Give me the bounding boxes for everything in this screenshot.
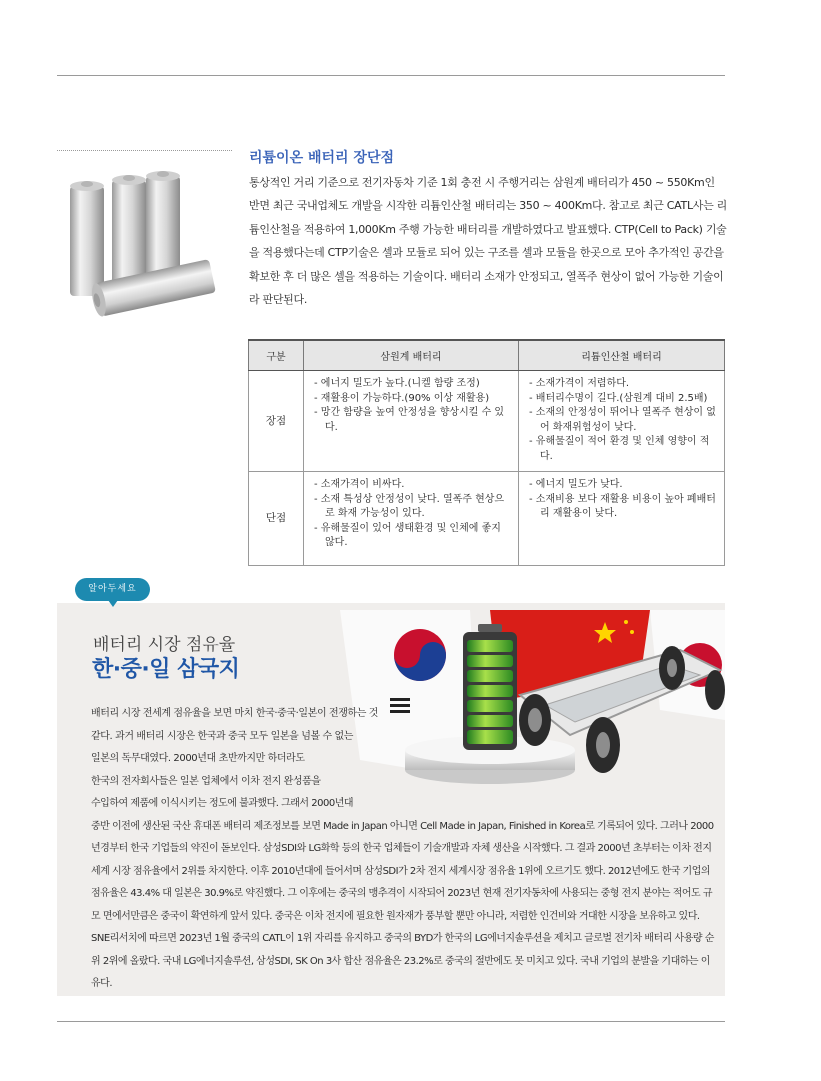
box-paragraph-line: 배터리 시장 전세계 점유율을 보면 마치 한국·중국·일본이 전쟁하는 것: [91, 708, 379, 719]
bottom-rule: [57, 1021, 725, 1022]
table-bullet-item: - 재활용이 가능하다.(90% 이상 재활용): [314, 392, 510, 407]
table-header-row: [249, 340, 725, 371]
table-bullet-item: - 유해물질이 적어 환경 및 인체 영향이 적다.: [529, 435, 716, 464]
lfp-cons-list: [529, 478, 716, 522]
section-paragraph: 통상적인 거리 기준으로 전기자동차 기준 1회 충전 시 주행거리는 삼원계 배터리가 450 ~ 550Km인 반면 최근 국내업체도 개발을 시작한 리튬인산철 배터리는 350 ~ 400Km다. 참고로 최근 CATL사는 리튬인산철을 적용하여 1,000Km 주행 가능한 배터리를 개발하였다고 발표했다. CTP(Cell to Pack) 기술을 적용했다는데 CTP기술은 셀과 모듈로 되어 있는 구조를 셀과 모듈을 한곳으로 모아 추가적인 공간을 확보한 후 더 많은 셀을 적용하는 기술이다. 배터리 소재가 안정되고, 열폭주 현상이 없어 가능한 기술이라 판단된다.: [249, 176, 727, 307]
box-paragraph-line: 일본의 독무대였다. 2000년대 초반까지만 하더라도: [91, 753, 305, 764]
table-bullet-item: - 소재 특성상 안정성이 낮다. 열폭주 현상으로 화재 가능성이 있다.: [314, 493, 510, 522]
ncm-cons-cell: [304, 472, 519, 566]
header-lfp: 리튬인산철 배터리: [519, 340, 725, 371]
tag-pointer: [108, 600, 118, 607]
top-rule: [57, 75, 725, 76]
row-label-cons: 단점: [249, 472, 304, 566]
dotted-divider: [57, 150, 232, 151]
table-bullet-item: - 소재의 안정성이 뛰어나 열폭주 현상이 없어 화재위험성이 낮다.: [529, 406, 716, 435]
table-bullet-item: - 유해물질이 있어 생태환경 및 인체에 좋지 않다.: [314, 522, 510, 551]
box-paragraph-intro: [91, 703, 421, 793]
lfp-pros-list: [529, 377, 716, 464]
box-paragraph-main: [91, 793, 716, 996]
box-subtitle: 배터리 시장 점유율: [93, 635, 236, 655]
comparison-table: [248, 339, 725, 566]
table-bullet-item: - 소재비용 보다 재활용 비용이 높아 폐배터리 재활용이 낮다.: [529, 493, 716, 522]
box-title: 한·중·일 삼국지: [92, 657, 240, 682]
table-bullet-item: - 소재가격이 비싸다.: [314, 478, 510, 493]
table-bullet-item: - 에너지 밀도가 낮다.: [529, 478, 716, 493]
box-paragraph-line: 같다. 과거 배터리 시장은 한국과 중국 모두 일본을 넘볼 수 없는: [91, 730, 354, 742]
ncm-cons-list: [314, 478, 510, 551]
know-this-tag: 알아두세요: [75, 578, 150, 601]
table-row: [249, 371, 725, 472]
table-bullet-item: - 소재가격이 저렴하다.: [529, 377, 716, 392]
header-category: 구분: [249, 340, 304, 371]
ncm-pros-cell: [304, 371, 519, 472]
table-bullet-item: - 망간 함량을 높여 안정성을 향상시킬 수 있다.: [314, 406, 510, 435]
row-label-pros: 장점: [249, 371, 304, 472]
box-paragraph-line: 한국의 전자회사들은 일본 업체에서 이차 전지 완성품을: [91, 775, 321, 787]
table-row: [249, 472, 725, 566]
header-ncm: 삼원계 배터리: [304, 340, 519, 371]
box-paragraph-line: 수입하여 제품에 이식시키는 정도에 불과했다. 그래서 2000년대: [91, 798, 354, 809]
ncm-pros-list: [314, 377, 510, 435]
box-paragraph-rest: 중반 이전에 생산된 국산 휴대폰 배터리 제조정보를 보면 Made in Japan 아니면 Cell Made in Japan, Finished in Korea로 기록되어 있다. 그러나 2000년경부터 한국 기업들의 약진이 돋보인다. 삼성SDI와 LG화학 등의 한국 업체들이 기술개발과 자체 생산을 시작했다. 그 결과 2000년 초부터는 이차 전지 세계 시장 점유율에서 2위를 차지한다. 이후 2010년대에 들어서며 삼성SDI가 2차 전지 세계시장 점유율 1위에 오르기도 했다. 2012년에도 한국 기업의 점유율은 43.4% 대 일본은 30.9%로 약진했다. 그 이후에는 중국의 맹추격이 시작되어 2023년 현재 전기자동차에 사용되는 중형 전지 분야는 적어도 규모 면에서만큼은 중국이 확연하게 앞서 있다. 중국은 이차 전지에 필요한 원자재가 풍부할 뿐만 아니라, 저렴한 인건비와 거대한 시장을 보유하고 있다. SNE리서치에 따르면 2023년 1월 중국의 CATL이 1위 자리를 유지하고 중국의 BYD가 한국의 LG에너지솔루션을 제치고 글로벌 전기차 배터리 사용량 순위 2위에 올랐다. 국내 LG에너지솔루션, 삼성SDI, SK On 3사 합산 점유율은 23.2%로 중국의 절반에도 못 미치고 있다. 국내 기업의 분발을 기대하는 이유다.: [91, 820, 714, 989]
section-heading: 리튬이온 배터리 장단점: [249, 150, 394, 166]
lfp-cons-cell: [519, 472, 725, 566]
table-bullet-item: - 배터리수명이 길다.(삼원계 대비 2.5배): [529, 392, 716, 407]
lfp-pros-cell: [519, 371, 725, 472]
aa-batteries-image: [60, 160, 230, 320]
table-bullet-item: - 에너지 밀도가 높다.(니켈 함량 조정): [314, 377, 510, 392]
